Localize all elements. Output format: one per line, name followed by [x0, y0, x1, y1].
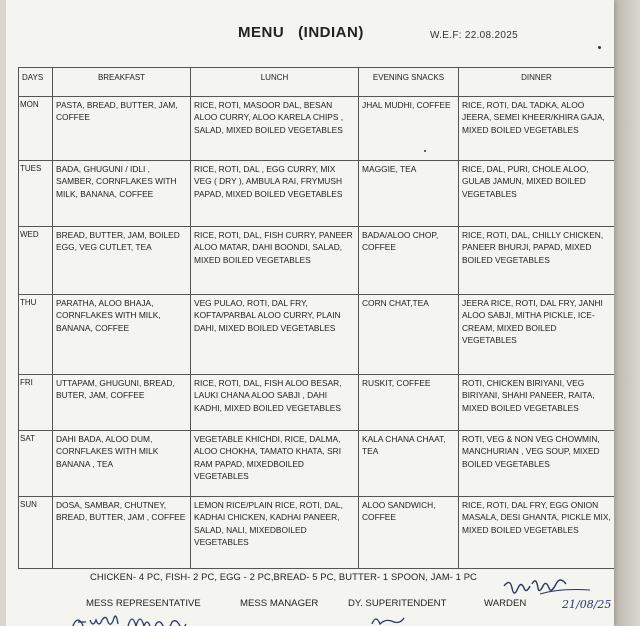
- speck: [598, 46, 601, 49]
- breakfast-cell: DAHI BADA, ALOO DUM, CORNFLAKES WITH MILK BANANA , TEA: [53, 431, 191, 497]
- dinner-cell: JEERA RICE, ROTI, DAL FRY, JANHI ALOO SABJI, MITHA PICKLE, ICE-CREAM, MIXED BOILED VEGETABLES: [459, 295, 615, 375]
- dinner-cell: RICE, ROTI, DAL FRY, EGG ONION MASALA, DESI GHANTA, PICKLE MIX, MIXED BOILED VEGETABLES: [459, 497, 615, 569]
- breakfast-cell: DOSA, SAMBAR, CHUTNEY, BREAD, BUTTER, JAM , COFFEE: [53, 497, 191, 569]
- portion-note: CHICKEN- 4 PC, FISH- 2 PC, EGG - 2 PC,BREAD- 5 PC, BUTTER- 1 SPOON, JAM- 1 PC: [90, 571, 477, 582]
- menu-sheet: [6, 0, 614, 626]
- handwritten-superintendent-mark: [368, 612, 408, 626]
- table-row: [19, 227, 615, 295]
- breakfast-cell: PASTA, BREAD, BUTTER, JAM, COFFEE: [53, 97, 191, 161]
- speck: [424, 150, 426, 152]
- breakfast-cell: BREAD, BUTTER, JAM, BOILED EGG, VEG CUTLET, TEA: [53, 227, 191, 295]
- lunch-cell: VEGETABLE KHICHDI, RICE, DALMA, ALOO CHOKHA, TAMATO KHATA, SRI RAM PAPAD, MIXEDBOILED VEGETABLES: [191, 431, 359, 497]
- menu-title: MENU (INDIAN): [238, 24, 364, 41]
- header-evening-snacks: EVENING SNACKS: [359, 68, 459, 97]
- breakfast-cell: UTTAPAM, GHUGUNI, BREAD, BUTER, JAM, COFFEE: [53, 375, 191, 431]
- day-cell: THU: [19, 295, 53, 375]
- table-row: [19, 161, 615, 227]
- day-cell: SAT: [19, 431, 53, 497]
- table-header-row: [19, 68, 615, 97]
- header-breakfast: BREAKFAST: [53, 68, 191, 97]
- lunch-cell: RICE, ROTI, MASOOR DAL, BESAN ALOO CURRY, ALOO KARELA CHIPS , SALAD, MIXED BOILED VEGETABLES: [191, 97, 359, 161]
- signatory-warden: WARDEN: [484, 598, 527, 609]
- lunch-cell: RICE, ROTI, DAL, FISH ALOO BESAR, LAUKI CHANA ALOO SABJI , DAHI KADHI, MIXED BOILED VEGETABLES: [191, 375, 359, 431]
- header-days: DAYS: [19, 68, 53, 97]
- dinner-cell: ROTI, VEG & NON VEG CHOWMIN, MANCHURIAN , VEG SOUP, MIXED BOILED VEGETABLES: [459, 431, 615, 497]
- handwritten-representative-signature: [68, 610, 248, 626]
- breakfast-cell: PARATHA, ALOO BHAJA, CORNFLAKES WITH MILK, BANANA, COFFEE: [53, 295, 191, 375]
- day-cell: TUES: [19, 161, 53, 227]
- day-cell: FRI: [19, 375, 53, 431]
- header-dinner: DINNER: [459, 68, 615, 97]
- lunch-cell: RICE, ROTI, DAL, FISH CURRY, PANEER ALOO MATAR, DAHI BOONDI, SALAD, MIXED BOILED VEGETABLES: [191, 227, 359, 295]
- menu-table: [18, 67, 614, 569]
- signatory-mess-manager: MESS MANAGER: [240, 598, 319, 609]
- header-lunch: LUNCH: [191, 68, 359, 97]
- snacks-cell: BADA/ALOO CHOP, COFFEE: [359, 227, 459, 295]
- lunch-cell: VEG PULAO, ROTI, DAL FRY, KOFTA/PARBAL ALOO CURRY, PLAIN DAHI, MIXED BOILED VEGETABLES: [191, 295, 359, 375]
- dinner-cell: RICE, ROTI, DAL TADKA, ALOO JEERA, SEMEI KHEER/KHIRA GAJA, MIXED BOILED VEGETABLES: [459, 97, 615, 161]
- dinner-cell: RICE, ROTI, DAL, CHILLY CHICKEN, PANEER BHURJI, PAPAD, MIXED BOILED VEGETABLES: [459, 227, 615, 295]
- signatory-dy-superintendent: DY. SUPERITENDENT: [348, 598, 447, 609]
- snacks-cell: KALA CHANA CHAAT, TEA: [359, 431, 459, 497]
- handwritten-date: 21/08/25: [562, 598, 612, 611]
- day-cell: SUN: [19, 497, 53, 569]
- lunch-cell: LEMON RICE/PLAIN RICE, ROTI, DAL, KADHAI CHICKEN, KADHAI PANEER, SALAD, NALI, MIXEDBOILED VEGETABLES: [191, 497, 359, 569]
- day-cell: WED: [19, 227, 53, 295]
- background-edge: [614, 0, 640, 626]
- dinner-cell: RICE, DAL, PURI, CHOLE ALOO, GULAB JAMUN, MIXED BOILED VEGETABLES: [459, 161, 615, 227]
- day-cell: MON: [19, 97, 53, 161]
- table-row: [19, 375, 615, 431]
- snacks-cell: RUSKIT, COFFEE: [359, 375, 459, 431]
- table-row: [19, 497, 615, 569]
- lunch-cell: RICE, ROTI, DAL , EGG CURRY, MIX VEG ( DRY ), AMBULA RAI, FRYMUSH PAPAD, MIXED BOILED VEGETABLES: [191, 161, 359, 227]
- effective-date: W.E.F: 22.08.2025: [430, 30, 518, 41]
- signatory-mess-representative: MESS REPRESENTATIVE: [86, 598, 201, 609]
- table-row: [19, 431, 615, 497]
- snacks-cell: ALOO SANDWICH, COFFEE: [359, 497, 459, 569]
- table-row: [19, 97, 615, 161]
- table-row: [19, 295, 615, 375]
- snacks-cell: CORN CHAT,TEA: [359, 295, 459, 375]
- snacks-cell: JHAL MUDHI, COFFEE: [359, 97, 459, 161]
- breakfast-cell: BADA, GHUGUNI / IDLI , SAMBER, CORNFLAKES WITH MILK, BANANA, COFFEE: [53, 161, 191, 227]
- dinner-cell: ROTI, CHICKEN BIRIYANI, VEG BIRIYANI, SHAHI PANEER, RAITA, MIXED BOILED VEGETABLES: [459, 375, 615, 431]
- snacks-cell: MAGGIE, TEA: [359, 161, 459, 227]
